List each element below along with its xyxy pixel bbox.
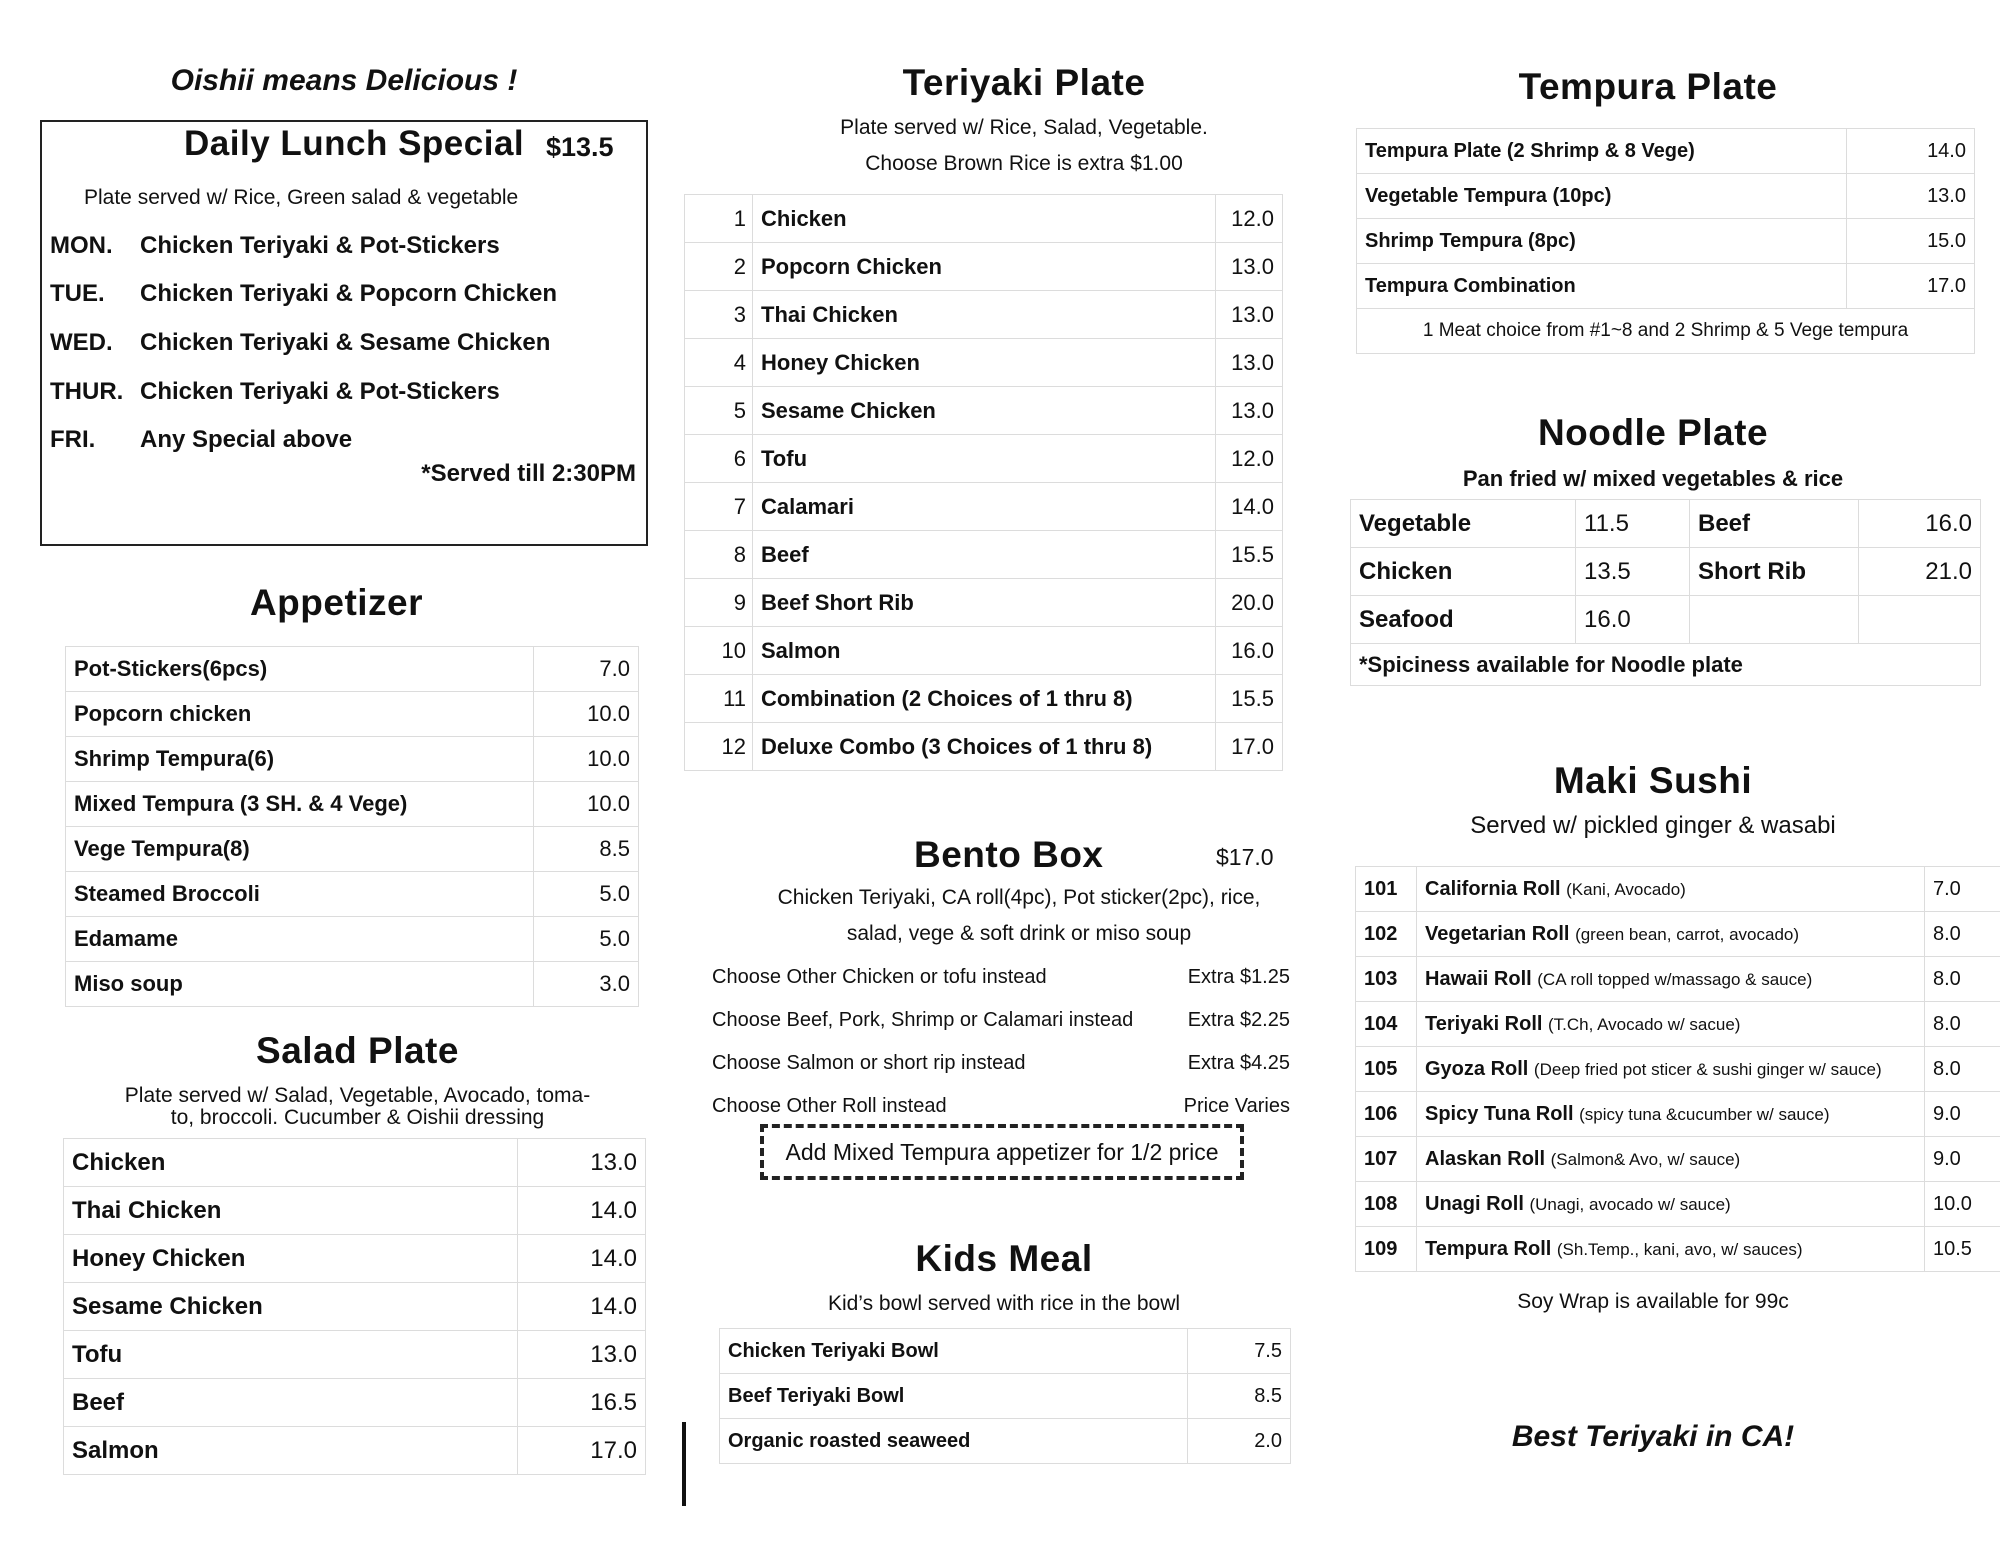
salad-subtitle-line2: to, broccoli. Cucumber & Oishii dressing: [170, 1106, 545, 1129]
special-item: Chicken Teriyaki & Pot-Stickers: [140, 378, 500, 405]
item-name: Chicken: [753, 195, 1216, 243]
table-row: [1357, 174, 1975, 219]
item-name: Popcorn chicken: [66, 692, 534, 737]
item-name: Spicy Tuna Roll: [1425, 1102, 1574, 1125]
item-name: Teriyaki Roll: [1425, 1012, 1543, 1035]
table-row: [685, 531, 1283, 579]
item-price: 14.0: [518, 1235, 646, 1283]
table-row: [1356, 1047, 2000, 1092]
salad-subtitle-line1: Plate served w/ Salad, Vegetable, Avocado, toma-: [124, 1084, 591, 1107]
item-name: Shrimp Tempura (8pc): [1357, 219, 1847, 264]
teriyaki-subtitle-line2: Choose Brown Rice is extra $1.00: [865, 152, 1183, 175]
table-row: [1357, 219, 1975, 264]
vertical-divider: [682, 1422, 686, 1506]
item-detail: (Kani, Avocado): [1566, 879, 1686, 899]
teriyaki-table: [684, 194, 1283, 771]
item-number: 103: [1356, 957, 1417, 1002]
item-name: Steamed Broccoli: [66, 872, 534, 917]
table-row: [685, 339, 1283, 387]
item-price: 10.0: [534, 782, 639, 827]
item-price: 12.0: [1216, 435, 1283, 483]
item-name: Vegetable: [1351, 500, 1576, 548]
item-number: 10: [685, 627, 753, 675]
table-row: [64, 1331, 646, 1379]
item-number: 7: [685, 483, 753, 531]
item-name: [1690, 596, 1859, 644]
item-name: Thai Chicken: [64, 1187, 518, 1235]
item-number: 6: [685, 435, 753, 483]
item-number: 12: [685, 723, 753, 771]
item-name: Shrimp Tempura(6): [66, 737, 534, 782]
item-number: 101: [1356, 867, 1417, 912]
item-price: 15.5: [1216, 675, 1283, 723]
item-price: 13.0: [1216, 339, 1283, 387]
table-row: [1356, 1227, 2000, 1272]
kids-table: [719, 1328, 1291, 1464]
item-name: Gyoza Roll: [1425, 1057, 1529, 1080]
item-price: 9.0: [1925, 1092, 2000, 1137]
item-name: Miso soup: [66, 962, 534, 1007]
item-price: 13.0: [518, 1139, 646, 1187]
item-name: Honey Chicken: [753, 339, 1216, 387]
item-price: 20.0: [1216, 579, 1283, 627]
special-item: Chicken Teriyaki & Pot-Stickers: [140, 232, 500, 259]
table-row: [66, 962, 639, 1007]
item-name: Honey Chicken: [64, 1235, 518, 1283]
table-row: [1351, 644, 1981, 686]
maki-subtitle: Served w/ pickled ginger & wasabi: [1470, 812, 1836, 839]
appetizer-table: [65, 646, 639, 1007]
item-name: Salmon: [753, 627, 1216, 675]
item-name: California Roll: [1425, 877, 1561, 900]
item-price: 7.5: [1188, 1329, 1291, 1374]
item-price: 16.5: [518, 1379, 646, 1427]
item-price: 13.0: [1216, 291, 1283, 339]
table-row: [64, 1283, 646, 1331]
table-row: [1356, 957, 2000, 1002]
table-row: [64, 1427, 646, 1475]
special-day: WED.: [50, 329, 113, 356]
table-row: [1356, 912, 2000, 957]
table-row: [685, 675, 1283, 723]
tempura-title: Tempura Plate: [1518, 66, 1778, 107]
daily-special-box: [40, 120, 648, 546]
item-number: 2: [685, 243, 753, 291]
item-price: 17.0: [1847, 264, 1975, 309]
table-row: [66, 782, 639, 827]
item-price: 8.0: [1925, 912, 2000, 957]
item-number: 105: [1356, 1047, 1417, 1092]
item-name: Tofu: [64, 1331, 518, 1379]
table-row: [1356, 1182, 2000, 1227]
special-row-fri: [50, 426, 352, 454]
item-number: 107: [1356, 1137, 1417, 1182]
special-day: FRI.: [50, 426, 96, 453]
item-price: 8.5: [1188, 1374, 1291, 1419]
item-price: 8.0: [1925, 1002, 2000, 1047]
item-number: 108: [1356, 1182, 1417, 1227]
bento-price: $17.0: [1216, 844, 1274, 870]
item-name: Chicken Teriyaki Bowl: [720, 1329, 1188, 1374]
item-name: Edamame: [66, 917, 534, 962]
item-name: Combination (2 Choices of 1 thru 8): [753, 675, 1216, 723]
maki-table: [1355, 866, 2000, 1272]
item-price: 15.5: [1216, 531, 1283, 579]
bento-option-label: Choose Beef, Pork, Shrimp or Calamari instead: [712, 1009, 1134, 1031]
item-price: 14.0: [1847, 129, 1975, 174]
table-row: [66, 917, 639, 962]
table-row: [685, 723, 1283, 771]
table-row: [685, 435, 1283, 483]
item-name: Unagi Roll: [1425, 1192, 1524, 1215]
table-row: [685, 483, 1283, 531]
item-name: Beef: [753, 531, 1216, 579]
daily-special-note: *Served till 2:30PM: [421, 460, 636, 487]
item-price: 7.0: [1925, 867, 2000, 912]
item-number: 102: [1356, 912, 1417, 957]
item-price: 2.0: [1188, 1419, 1291, 1464]
top-slogan: Oishii means Delicious !: [170, 64, 518, 97]
item-name: Seafood: [1351, 596, 1576, 644]
table-row: [1356, 1002, 2000, 1047]
item-price: 5.0: [534, 917, 639, 962]
table-row: [1357, 309, 1975, 354]
special-day: MON.: [50, 232, 113, 259]
item-price: 8.0: [1925, 1047, 2000, 1092]
item-price: 14.0: [518, 1187, 646, 1235]
table-row: [685, 243, 1283, 291]
table-row: [1357, 264, 1975, 309]
item-name: Tofu: [753, 435, 1216, 483]
item-number: 8: [685, 531, 753, 579]
table-row: [720, 1374, 1291, 1419]
item-number: 4: [685, 339, 753, 387]
teriyaki-subtitle-line1: Plate served w/ Rice, Salad, Vegetable.: [840, 116, 1208, 139]
item-detail: (spicy tuna &cucumber w/ sauce): [1579, 1104, 1830, 1124]
item-name: Sesame Chicken: [64, 1283, 518, 1331]
item-price: 14.0: [1216, 483, 1283, 531]
table-row: [64, 1139, 646, 1187]
item-price: 8.0: [1925, 957, 2000, 1002]
item-number: 106: [1356, 1092, 1417, 1137]
item-detail: (Sh.Temp., kani, avo, w/ sauces): [1556, 1239, 1803, 1259]
item-detail: (CA roll topped w/massago & sauce): [1537, 969, 1813, 989]
table-row: [685, 579, 1283, 627]
daily-special-subtitle: Plate served w/ Rice, Green salad & vegetable: [84, 186, 519, 209]
item-number: 11: [685, 675, 753, 723]
item-price: 10.0: [534, 737, 639, 782]
table-row: [66, 737, 639, 782]
item-price: 13.0: [1216, 387, 1283, 435]
special-day: TUE.: [50, 280, 105, 307]
item-price: 13.5: [1576, 548, 1690, 596]
item-price: [1859, 596, 1981, 644]
table-row: [66, 872, 639, 917]
table-row: [1356, 1137, 2000, 1182]
bento-option-row: [712, 1052, 1290, 1075]
tempura-offer-box: Add Mixed Tempura appetizer for 1/2 price: [760, 1124, 1244, 1180]
item-name: Sesame Chicken: [753, 387, 1216, 435]
special-item: Chicken Teriyaki & Sesame Chicken: [140, 329, 551, 356]
table-row: [685, 291, 1283, 339]
item-detail: (Deep fried pot sticer & sushi ginger w/ sauce): [1533, 1059, 1882, 1079]
item-name: Deluxe Combo (3 Choices of 1 thru 8): [753, 723, 1216, 771]
bento-option-price: Price Varies: [1183, 1095, 1290, 1117]
special-row-wed: [50, 329, 550, 357]
item-price: 5.0: [534, 872, 639, 917]
item-price: 3.0: [534, 962, 639, 1007]
special-day: THUR.: [50, 378, 124, 405]
bento-option-label: Choose Salmon or short rip instead: [712, 1052, 1026, 1074]
item-price: 8.5: [534, 827, 639, 872]
item-price: 13.0: [1847, 174, 1975, 219]
item-price: 10.5: [1925, 1227, 2000, 1272]
table-row: [685, 387, 1283, 435]
table-row: [720, 1419, 1291, 1464]
item-name: Tempura Roll: [1425, 1237, 1552, 1260]
special-item: Chicken Teriyaki & Popcorn Chicken: [140, 280, 558, 307]
table-row: [685, 195, 1283, 243]
item-name: Short Rib: [1690, 548, 1859, 596]
item-name: Vegetable Tempura (10pc): [1357, 174, 1847, 219]
item-name: Mixed Tempura (3 SH. & 4 Vege): [66, 782, 534, 827]
table-row: [64, 1187, 646, 1235]
bento-option-row: [712, 1095, 1290, 1118]
bento-title: Bento Box: [914, 834, 1104, 875]
item-name: Beef Teriyaki Bowl: [720, 1374, 1188, 1419]
teriyaki-title: Teriyaki Plate: [902, 62, 1146, 103]
item-price: 9.0: [1925, 1137, 2000, 1182]
table-row: [64, 1235, 646, 1283]
item-price: 17.0: [1216, 723, 1283, 771]
item-price: 16.0: [1216, 627, 1283, 675]
item-number: 109: [1356, 1227, 1417, 1272]
special-item: Any Special above: [140, 426, 353, 453]
item-detail: (Salmon& Avo, w/ sauce): [1550, 1149, 1741, 1169]
item-price: 10.0: [534, 692, 639, 737]
item-name: Tempura Plate (2 Shrimp & 8 Vege): [1357, 129, 1847, 174]
bento-desc-line2: salad, vege & soft drink or miso soup: [846, 922, 1192, 945]
tempura-note: 1 Meat choice from #1~8 and 2 Shrimp & 5 Vege tempura: [1357, 309, 1975, 354]
bento-option-label: Choose Other Chicken or tofu instead: [712, 966, 1047, 988]
table-row: [1351, 500, 1981, 548]
table-row: [1356, 1092, 2000, 1137]
item-price: 7.0: [534, 647, 639, 692]
item-detail: (Unagi, avocado w/ sauce): [1529, 1194, 1731, 1214]
daily-special-title: Daily Lunch Special: [184, 124, 525, 163]
table-row: [685, 627, 1283, 675]
item-name: Pot-Stickers(6pcs): [66, 647, 534, 692]
salad-subtitle: [40, 1085, 675, 1129]
item-name: Calamari: [753, 483, 1216, 531]
table-row: [1351, 596, 1981, 644]
special-row-thur: [50, 378, 500, 406]
noodle-note: *Spiciness available for Noodle plate: [1351, 644, 1981, 686]
item-price: 16.0: [1576, 596, 1690, 644]
special-row-mon: [50, 232, 500, 260]
bento-option-label: Choose Other Roll instead: [712, 1095, 947, 1117]
item-name: Organic roasted seaweed: [720, 1419, 1188, 1464]
table-row: [64, 1379, 646, 1427]
appetizer-title: Appetizer: [249, 582, 424, 623]
table-row: [1357, 129, 1975, 174]
bento-option-price: Extra $2.25: [1187, 1009, 1290, 1031]
maki-title: Maki Sushi: [1553, 760, 1753, 801]
item-price: 11.5: [1576, 500, 1690, 548]
item-number: 5: [685, 387, 753, 435]
item-name: Chicken: [64, 1139, 518, 1187]
bento-option-price: Extra $1.25: [1187, 966, 1290, 988]
item-price: 13.0: [1216, 243, 1283, 291]
table-row: [66, 647, 639, 692]
bento-option-price: Extra $4.25: [1187, 1052, 1290, 1074]
bottom-slogan: Best Teriyaki in CA!: [1511, 1420, 1795, 1453]
item-price: 16.0: [1859, 500, 1981, 548]
item-name: Salmon: [64, 1427, 518, 1475]
item-price: 17.0: [518, 1427, 646, 1475]
item-number: 3: [685, 291, 753, 339]
salad-title: Salad Plate: [256, 1030, 459, 1071]
kids-subtitle: Kid’s bowl served with rice in the bowl: [827, 1292, 1181, 1315]
tempura-table: [1356, 128, 1975, 354]
item-name: Beef: [64, 1379, 518, 1427]
item-price: 14.0: [518, 1283, 646, 1331]
item-price: 13.0: [518, 1331, 646, 1379]
table-row: [66, 692, 639, 737]
salad-table: [63, 1138, 646, 1475]
kids-title: Kids Meal: [915, 1238, 1093, 1279]
item-name: Vege Tempura(8): [66, 827, 534, 872]
item-name: Alaskan Roll: [1425, 1147, 1546, 1170]
table-row: [720, 1329, 1291, 1374]
special-row-tue: [50, 280, 557, 308]
item-price: 10.0: [1925, 1182, 2000, 1227]
item-name: Tempura Combination: [1357, 264, 1847, 309]
item-price: 12.0: [1216, 195, 1283, 243]
item-name: Thai Chicken: [753, 291, 1216, 339]
bento-desc-line1: Chicken Teriyaki, CA roll(4pc), Pot sticker(2pc), rice,: [777, 886, 1261, 909]
bento-option-row: [712, 1009, 1290, 1032]
table-row: [1356, 867, 2000, 912]
noodle-subtitle: Pan fried w/ mixed vegetables & rice: [1462, 466, 1844, 491]
item-name: Popcorn Chicken: [753, 243, 1216, 291]
item-detail: (green bean, carrot, avocado): [1575, 924, 1800, 944]
item-name: Hawaii Roll: [1425, 967, 1532, 990]
bento-option-row: [712, 966, 1290, 989]
item-name: Beef Short Rib: [753, 579, 1216, 627]
noodle-table: [1350, 499, 1981, 686]
item-number: 1: [685, 195, 753, 243]
item-name: Beef: [1690, 500, 1859, 548]
item-price: 15.0: [1847, 219, 1975, 264]
maki-note: Soy Wrap is available for 99c: [1517, 1290, 1789, 1313]
item-price: 21.0: [1859, 548, 1981, 596]
daily-special-price: $13.5: [546, 132, 614, 162]
noodle-title: Noodle Plate: [1537, 412, 1769, 453]
item-name: Vegetarian Roll: [1425, 922, 1570, 945]
item-name: Chicken: [1351, 548, 1576, 596]
item-number: 104: [1356, 1002, 1417, 1047]
table-row: [66, 827, 639, 872]
item-detail: (T.Ch, Avocado w/ sacue): [1548, 1014, 1741, 1034]
table-row: [1351, 548, 1981, 596]
item-number: 9: [685, 579, 753, 627]
